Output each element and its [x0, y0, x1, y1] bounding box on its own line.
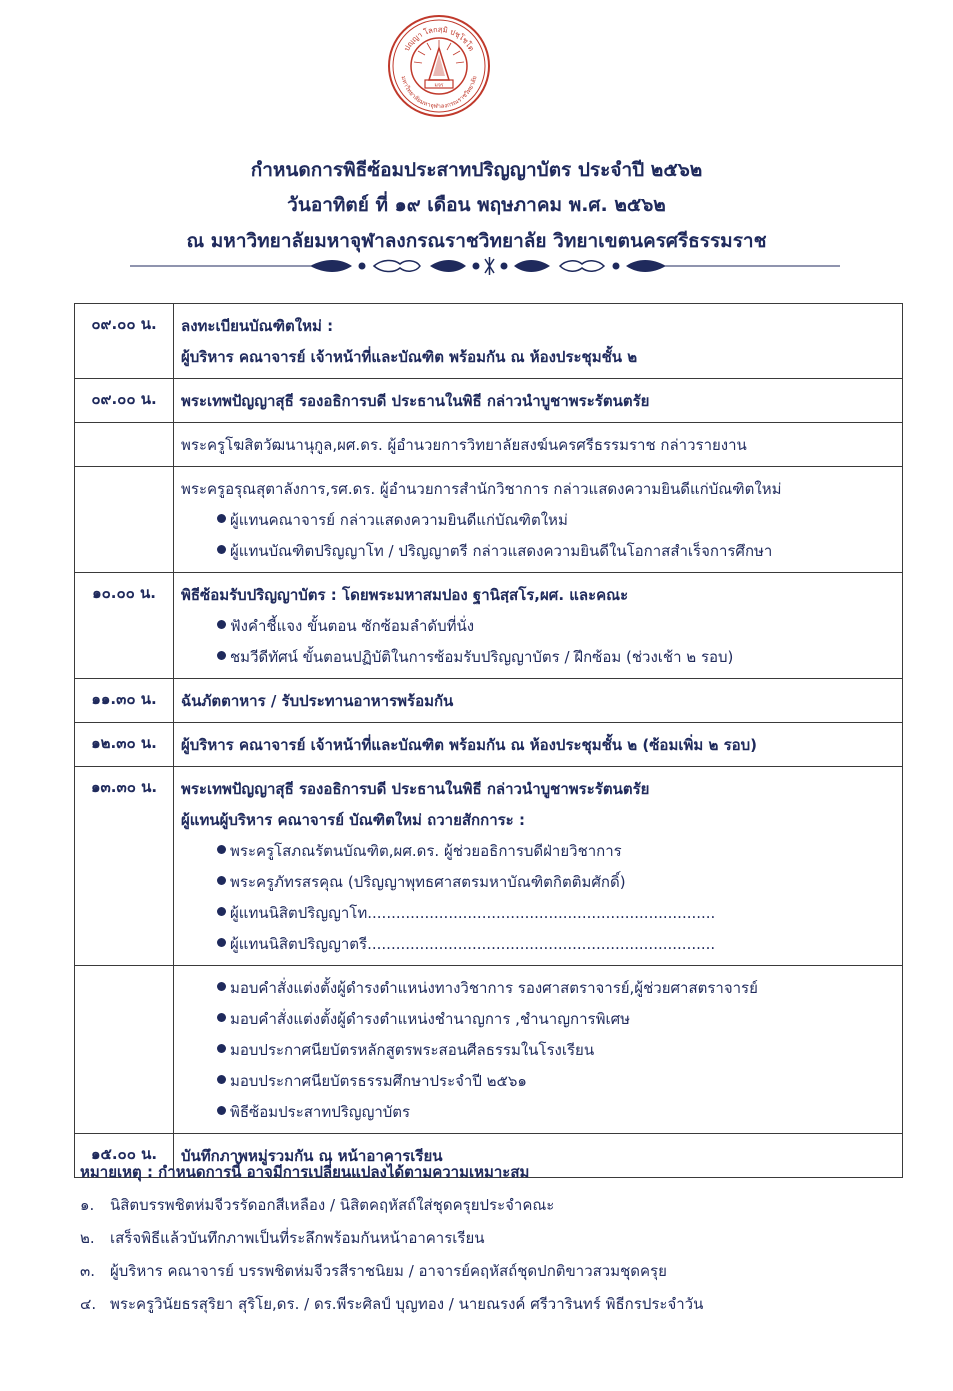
note-item: [80, 1288, 910, 1321]
seal-inner-text: มจร: [434, 82, 444, 89]
bullet-dot-icon: [217, 545, 226, 554]
note-number: ๔.: [80, 1295, 97, 1313]
schedule-line-text: พระครูโสภณรัตนบัณฑิต,ผศ.ดร. ผู้ช่วยอธิการบดีฝ่ายวิชาการ: [230, 842, 622, 860]
schedule-details: [174, 723, 903, 767]
schedule-line-text: มอบประกาศนียบัตรหลักสูตรพระสอนศีลธรรมในโรงเรียน: [230, 1041, 595, 1059]
bullet-dot-icon: [217, 845, 226, 854]
schedule-row: [75, 573, 903, 679]
schedule-row: [75, 423, 903, 467]
schedule-line: [181, 686, 896, 717]
schedule-line-text: ชมวีดีทัศน์ ขั้นตอนปฏิบัติในการซ้อมรับปริญญาบัตร / ฝึกซ้อม (ช่วงเช้า ๒ รอบ): [230, 648, 734, 666]
schedule-time: ๑๐.๐๐ น.: [75, 573, 174, 679]
schedule-line-text: พระครูภัทรสรคุณ (ปริญญาพุทธศาสตรมหาบัณฑิตกิตติมศักดิ์): [230, 873, 626, 891]
bullet-dot-icon: [217, 938, 226, 947]
schedule-time: ๑๒.๓๐ น.: [75, 723, 174, 767]
schedule-line-text: พระเทพปัญญาสุธี รองอธิการบดี ประธานในพิธี กล่าวนำบูชาพระรัตนตรัย: [181, 780, 650, 798]
bullet-dot-icon: [217, 1106, 226, 1115]
seal-motto: ปญฺญา โลกสฺมิ ปชฺโชโต: [401, 24, 477, 53]
schedule-line-text: ผู้แทนคณาจารย์ กล่าวแสดงความยินดีแก่บัณฑิตใหม่: [230, 511, 568, 529]
schedule-time: ๑๑.๓๐ น.: [75, 679, 174, 723]
schedule-bullet-item: [181, 1097, 896, 1128]
document-venue: ณ มหาวิทยาลัยมหาจุฬาลงกรณราชวิทยาลัย วิทยาเขตนครศรีธรรมราช: [186, 230, 767, 252]
bullet-dot-icon: [217, 907, 226, 916]
schedule-details: [174, 423, 903, 467]
schedule-line: [181, 430, 896, 461]
schedule-line: [181, 474, 896, 505]
note-text: พระครูวินัยธรสุริยา สุริโย,ดร. / ดร.พีระศิลป์ บุญทอง / นายณรงค์ ศรีวารินทร์ พิธีกรประจำวัน: [110, 1295, 704, 1313]
note-item: [80, 1255, 910, 1288]
note-number: ๒.: [80, 1229, 95, 1247]
schedule-bullet-item: [181, 836, 896, 867]
schedule-time: [75, 423, 174, 467]
note-number: ๓.: [80, 1262, 96, 1280]
schedule-line: [181, 311, 896, 342]
schedule-line-text: ผู้แทนนิสิตปริญญาโท.........................................................................: [230, 904, 716, 922]
schedule-line-text: ผู้บริหาร คณาจารย์ เจ้าหน้าที่และบัณฑิต พร้อมกัน ณ ห้องประชุมชั้น ๒: [181, 348, 638, 366]
schedule-line-text: พระครูอรุณสุตาลังการ,รศ.ดร. ผู้อำนวยการสำนักวิชาการ กล่าวแสดงความยินดีแก่บัณฑิตใหม่: [181, 480, 782, 498]
schedule-row: [75, 379, 903, 423]
schedule-time: ๐๙.๐๐ น.: [75, 304, 174, 379]
schedule-bullet-item: [181, 536, 896, 567]
schedule-line-text: ผู้แทนบัณฑิตปริญญาโท / ปริญญาตรี กล่าวแสดงความยินดีในโอกาสสำเร็จการศึกษา: [230, 542, 773, 560]
schedule-line-text: ผู้แทนผู้บริหาร คณาจารย์ บัณฑิตใหม่ ถวายสักการะ :: [181, 811, 525, 829]
bullet-dot-icon: [217, 514, 226, 523]
schedule-line: [181, 386, 896, 417]
schedule-bullet-item: [181, 1004, 896, 1035]
seal-university-name: มหาวิทยาลัยมหาจุฬาลงกรณราชวิทยาลัย: [399, 75, 479, 111]
schedule-line-text: ผู้แทนนิสิตปริญญาตรี.........................................................................: [230, 935, 716, 953]
note-number: ๑.: [80, 1196, 95, 1214]
schedule-time: [75, 467, 174, 573]
schedule-line-text: พิธีซ้อมรับปริญญาบัตร : โดยพระมหาสมปอง ฐานิสฺสโร,ผศ. และคณะ: [181, 586, 629, 604]
schedule-row: [75, 966, 903, 1134]
schedule-time: ๑๕.๐๐ น.: [75, 1134, 174, 1178]
schedule-bullet-item: [181, 1035, 896, 1066]
university-seal-logo: [387, 14, 491, 118]
ornament-divider: [130, 254, 840, 278]
bullet-dot-icon: [217, 651, 226, 660]
notes-section: [80, 1156, 910, 1321]
schedule-bullet-item: [181, 898, 896, 929]
schedule-line: [181, 774, 896, 805]
schedule-row: [75, 723, 903, 767]
schedule-bullet-item: [181, 505, 896, 536]
schedule-details: [174, 573, 903, 679]
schedule-bullet-item: [181, 973, 896, 1004]
schedule-row: [75, 767, 903, 966]
schedule-time: ๐๙.๐๐ น.: [75, 379, 174, 423]
note-text: ผู้บริหาร คณาจารย์ บรรพชิตห่มจีวรสีราชนิยม / อาจารย์คฤหัสถ์ชุดปกติขาวสวมชุดครุย: [110, 1262, 667, 1280]
schedule-bullet-item: [181, 867, 896, 898]
bullet-dot-icon: [217, 1013, 226, 1022]
bullet-dot-icon: [217, 876, 226, 885]
schedule-line-text: ฟังคำชี้แจง ขั้นตอน ซักซ้อมลำดับที่นั่ง: [230, 617, 475, 635]
schedule-line: [181, 730, 896, 761]
note-item: [80, 1222, 910, 1255]
schedule-line-text: มอบคำสั่งแต่งตั้งผู้ดำรงตำแหน่งชำนาญการ ,ชำนาญการพิเศษ: [230, 1010, 630, 1028]
schedule-time: ๑๓.๓๐ น.: [75, 767, 174, 966]
note-text: นิสิตบรรพชิตห่มจีวรรัดอกสีเหลือง / นิสิตคฤหัสถ์ใส่ชุดครุยประจำคณะ: [110, 1196, 555, 1214]
schedule-details: [174, 679, 903, 723]
schedule-line: [181, 580, 896, 611]
note-text: เสร็จพิธีแล้วบันทึกภาพเป็นที่ระลึกพร้อมกันหน้าอาคารเรียน: [110, 1229, 485, 1247]
schedule-details: [174, 379, 903, 423]
bullet-dot-icon: [217, 1044, 226, 1053]
schedule-row: [75, 679, 903, 723]
bullet-dot-icon: [217, 982, 226, 991]
bullet-dot-icon: [217, 1075, 226, 1084]
schedule-line-text: บันทึกภาพหมู่รวมกัน ณ หน้าอาคารเรียน: [181, 1147, 443, 1165]
schedule-line-text: มอบคำสั่งแต่งตั้งผู้ดำรงตำแหน่งทางวิชาการ รองศาสตราจารย์,ผู้ช่วยศาสตราจารย์: [230, 979, 758, 997]
schedule-bullet-item: [181, 929, 896, 960]
schedule-row: [75, 304, 903, 379]
document-title: กำหนดการพิธีซ้อมประสาทปริญญาบัตร ประจำปี ๒๕๖๒: [250, 159, 703, 181]
schedule-bullet-item: [181, 642, 896, 673]
schedule-line-text: พิธีซ้อมประสาทปริญญาบัตร: [230, 1103, 411, 1121]
schedule-line-text: ผู้บริหาร คณาจารย์ เจ้าหน้าที่และบัณฑิต พร้อมกัน ณ ห้องประชุมชั้น ๒ (ซ้อมเพิ่ม ๒ รอบ): [181, 736, 758, 754]
schedule-details: [174, 304, 903, 379]
schedule-row: [75, 467, 903, 573]
schedule-details: [174, 966, 903, 1134]
document-date: วันอาทิตย์ ที่ ๑๙ เดือน พฤษภาคม พ.ศ. ๒๕๖๒: [287, 194, 666, 216]
schedule-table: [74, 303, 903, 1178]
schedule-time: [75, 966, 174, 1134]
bullet-dot-icon: [217, 620, 226, 629]
schedule-line-text: พระเทพปัญญาสุธี รองอธิการบดี ประธานในพิธี กล่าวนำบูชาพระรัตนตรัย: [181, 392, 650, 410]
schedule-line-text: มอบประกาศนียบัตรธรรมศึกษาประจำปี ๒๕๖๑: [230, 1072, 527, 1090]
schedule-bullet-item: [181, 1066, 896, 1097]
schedule-line-text: ลงทะเบียนบัณฑิตใหม่ :: [181, 317, 334, 335]
note-item: [80, 1189, 910, 1222]
schedule-line-text: พระครูโฆสิตวัฒนานุกูล,ผศ.ดร. ผู้อำนวยการวิทยาลัยสงฆ์นครศรีธรรมราช กล่าวรายงาน: [181, 436, 747, 454]
schedule-details: [174, 767, 903, 966]
schedule-bullet-item: [181, 611, 896, 642]
schedule-line-text: ฉันภัตตาหาร / รับประทานอาหารพร้อมกัน: [181, 692, 454, 710]
notes-title: หมายเหตุ : กำหนดการนี้ อาจมีการเปลี่ยนแปลงได้ตามความเหมาะสม: [80, 1163, 530, 1181]
schedule-line: [181, 805, 896, 836]
schedule-line: [181, 342, 896, 373]
schedule-details: [174, 467, 903, 573]
